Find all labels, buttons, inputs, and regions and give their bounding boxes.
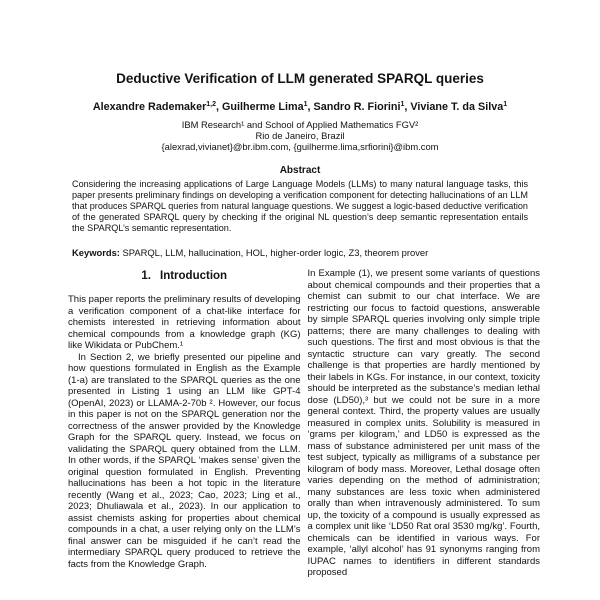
right-column — [308, 268, 541, 579]
author-affiliation-superscript: 1,2 — [206, 101, 217, 108]
two-column-body — [68, 268, 540, 579]
abstract-heading: Abstract — [279, 165, 321, 176]
abstract-text: Considering the increasing applications of Large Language Models (LLMs) to many natural language tasks, this paper presents preliminary findings on developing a verification component for detecting hallucinations of an LLM that produces SPARQL queries from natural language questions. We suggest a logic-based deductive verification of the generated SPARQL query by checking if the original NL question’s deep semantic representation entails the SPARQL’s semantic representation. — [72, 179, 528, 234]
author-name-text: Guilherme Lima — [222, 101, 304, 113]
section-number: 1. — [141, 270, 151, 283]
keywords-label: Keywords: — [72, 247, 120, 259]
section-heading-introduction — [68, 269, 301, 283]
author-name-text: Sandro R. Fiorini — [313, 101, 401, 113]
author-name — [314, 101, 411, 113]
paper-title: Deductive Verification of LLM generated SPARQL queries — [116, 71, 484, 86]
author-affiliation-superscript: 1 — [303, 101, 308, 108]
intro-paragraph-1: This paper reports the preliminary results of developing a verification component of a chat-like interface for chemists interested in retrieving information about chemical compounds from a knowledge graph (KG) like Wikidata or PubChem.¹ — [68, 294, 301, 352]
author-name — [410, 101, 507, 113]
affiliation-line: IBM Research¹ and School of Applied Mathematics FGV² — [181, 119, 419, 130]
intro-paragraph-3: In Example (1), we present some variants of questions about chemical compounds and their properties that a chemist can submit to our chat interface. We are restricting our focus to factoid questions, answerable by simple SPARQL queries involving only simple triple patterns; there are many challenges to dealing with such questions. The first and most obvious is that the syntactic structure can vary greatly. The second challenge is that properties are hardly mentioned by their labels in KGs. For instance, in our context, toxicity should be interpreted as the substance’s median lethal dose (LD50),³ but we could not be sure in a more general context. Third, the property values are usually measured in complex units. Solubility is measured in ‘grams per kilogram,’ and LD50 is expressed as the mass of substance administered per unit mass of the test subject, typically as milligrams of a substance per kilogram of body mass. Moreover, Lethal dosage often varies depending on the method of administration; many substances are less toxic when administered orally than when intravenously administered. To sum up, the toxicity of a compound is usually expressed as a complex unit like ‘LD50 Rat oral 3530 mg/kg’. Fourth, chemicals can be identified in various ways. For example, ‘allyl alcohol’ has 91 synonyms ranging from IUPAC names to identifiers in different standards proposed — [307, 268, 540, 579]
author-separator: , — [307, 101, 314, 113]
location-line: Rio de Janeiro, Brazil — [255, 130, 345, 141]
left-column — [68, 268, 301, 579]
author-name — [222, 101, 314, 113]
author-affiliation-superscript: 1 — [400, 101, 405, 108]
author-name-text: Viviane T. da Silva — [410, 101, 504, 113]
author-name-text: Alexandre Rademaker — [92, 101, 207, 113]
affiliation-block — [0, 119, 600, 152]
author-name — [93, 101, 222, 113]
author-line — [0, 101, 600, 114]
author-affiliation-superscript: 1 — [503, 101, 508, 108]
author-separator: , — [216, 101, 223, 113]
section-title: Introduction — [160, 270, 228, 283]
keywords-text: SPARQL, LLM, hallucination, HOL, higher-order logic, Z3, theorem prover — [119, 247, 429, 259]
email-line: {alexrad,vivianet}@br.ibm.com, {guilherme.lima,srfiorini}@ibm.com — [161, 141, 439, 152]
author-separator: , — [404, 101, 411, 113]
intro-paragraph-2: In Section 2, we briefly presented our pipeline and how questions formulated in English as the Example (1-a) are translated to the SPARQL queries as the one presented in Listing 1 using an LLM like GPT-4 (OpenAI, 2023) or LLAMA-2-70b ². However, our focus in this paper is not on the SPARQL generation nor the correctness of the answer provided by the Knowledge Graph for the SPARQL query. Instead, we focus on validating the SPARQL query obtained from the LLM. In other words, if the SPARQL ‘makes sense’ given the original question formulated in English. Preventing hallucinations has been a hot topic in the literature recently (Wang et al., 2023; Cao, 2023; Ling et al., 2023; Dhuliawala et al., 2023). In our application to assist chemists asking for properties about chemical compounds in a chat, a user relying only on the LLM’s final answer can be misguided if he can’t read the intermediary SPARQL query produced to retrieve the facts from the Knowledge Graph. — [68, 351, 301, 570]
keywords-line — [72, 247, 528, 258]
